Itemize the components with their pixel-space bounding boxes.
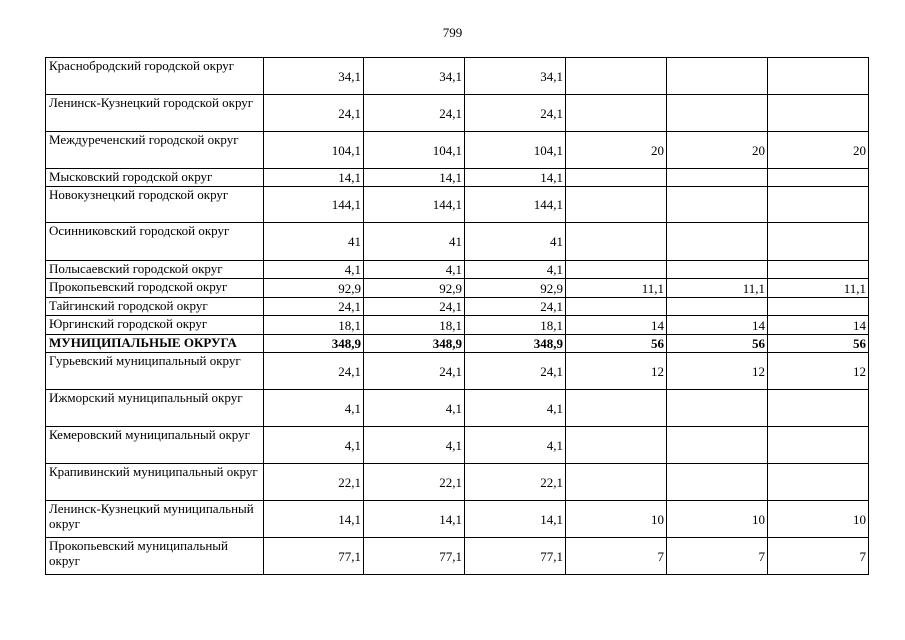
value-cell: 18,1 [364,316,465,335]
value-cell [768,390,869,427]
value-cell: 144,1 [364,187,465,223]
value-cell: 12 [768,353,869,390]
table-row [46,132,869,169]
value-cell: 14 [566,316,667,335]
value-cell: 104,1 [465,132,566,169]
value-cell: 24,1 [364,298,465,316]
value-cell [768,298,869,316]
table-row [46,223,869,261]
row-name-cell: Краснобродский городской округ [46,58,264,95]
table-row [46,501,869,538]
table-row [46,427,869,464]
table-row [46,390,869,427]
table-row [46,261,869,279]
row-name-cell: Юргинский городской округ [46,316,264,335]
value-cell: 14 [768,316,869,335]
value-cell: 7 [768,538,869,575]
row-name-cell: Ижморский муниципальный округ [46,390,264,427]
page-number: 799 [442,25,463,40]
value-cell [667,261,768,279]
value-cell: 24,1 [264,95,364,132]
value-cell: 41 [364,223,465,261]
row-name-cell: Кемеровский муниципальный округ [46,427,264,464]
value-cell [566,261,667,279]
value-cell: 77,1 [264,538,364,575]
value-cell: 11,1 [768,279,869,298]
value-cell: 14,1 [465,501,566,538]
table-row [46,335,869,353]
value-cell [566,223,667,261]
value-cell: 11,1 [667,279,768,298]
value-cell: 7 [667,538,768,575]
value-cell: 4,1 [264,427,364,464]
value-cell: 10 [667,501,768,538]
value-cell: 56 [566,335,667,353]
value-cell [667,390,768,427]
value-cell [566,95,667,132]
row-name-cell: Междуреченский городской округ [46,132,264,169]
value-cell: 24,1 [364,95,465,132]
value-cell: 4,1 [364,390,465,427]
table-body [46,58,869,575]
value-cell [768,427,869,464]
row-name-cell: Мысковский городской округ [46,169,264,187]
value-cell: 348,9 [465,335,566,353]
row-name-cell: Ленинск-Кузнецкий муниципальный округ [46,501,264,538]
value-cell: 77,1 [364,538,465,575]
value-cell: 4,1 [264,390,364,427]
value-cell [566,298,667,316]
value-cell: 4,1 [465,261,566,279]
value-cell: 18,1 [264,316,364,335]
value-cell: 34,1 [364,58,465,95]
value-cell: 22,1 [264,464,364,501]
value-cell: 10 [566,501,667,538]
value-cell: 22,1 [364,464,465,501]
value-cell: 14,1 [364,169,465,187]
value-cell [667,58,768,95]
value-cell [566,427,667,464]
row-name-cell: МУНИЦИПАЛЬНЫЕ ОКРУГА [46,335,264,353]
value-cell: 144,1 [264,187,364,223]
table-row [46,464,869,501]
value-cell [667,464,768,501]
row-name-cell: Тайгинский городской округ [46,298,264,316]
value-cell: 92,9 [364,279,465,298]
row-name-cell: Прокопьевский муниципальный округ [46,538,264,575]
value-cell: 20 [566,132,667,169]
value-cell: 12 [566,353,667,390]
value-cell: 144,1 [465,187,566,223]
row-name-cell: Осинниковский городской округ [46,223,264,261]
value-cell: 4,1 [364,427,465,464]
value-cell: 10 [768,501,869,538]
value-cell: 24,1 [264,298,364,316]
value-cell: 41 [264,223,364,261]
table-row [46,95,869,132]
value-cell: 4,1 [465,427,566,464]
value-cell: 14,1 [264,169,364,187]
value-cell: 11,1 [566,279,667,298]
value-cell [566,169,667,187]
value-cell: 92,9 [465,279,566,298]
value-cell [768,58,869,95]
row-name-cell: Полысаевский городской округ [46,261,264,279]
value-cell [768,223,869,261]
value-cell [768,187,869,223]
table-row [46,58,869,95]
value-cell: 14,1 [264,501,364,538]
value-cell: 24,1 [465,298,566,316]
value-cell: 20 [667,132,768,169]
value-cell: 12 [667,353,768,390]
value-cell [768,261,869,279]
value-cell [667,187,768,223]
value-cell [768,169,869,187]
value-cell: 14 [667,316,768,335]
table-row [46,298,869,316]
value-cell [667,169,768,187]
value-cell: 77,1 [465,538,566,575]
value-cell: 34,1 [264,58,364,95]
value-cell [667,95,768,132]
value-cell: 20 [768,132,869,169]
value-cell: 4,1 [264,261,364,279]
value-cell: 104,1 [364,132,465,169]
value-cell: 41 [465,223,566,261]
value-cell [768,464,869,501]
value-cell: 24,1 [465,353,566,390]
value-cell: 4,1 [364,261,465,279]
row-name-cell: Гурьевский муниципальный округ [46,353,264,390]
value-cell: 4,1 [465,390,566,427]
value-cell: 24,1 [364,353,465,390]
row-name-cell: Крапивинский муниципальный округ [46,464,264,501]
budget-table [45,57,869,575]
value-cell: 56 [768,335,869,353]
table-row [46,538,869,575]
value-cell: 22,1 [465,464,566,501]
value-cell [667,223,768,261]
table-row [46,279,869,298]
row-name-cell: Прокопьевский городской округ [46,279,264,298]
value-cell: 348,9 [364,335,465,353]
value-cell [566,464,667,501]
value-cell: 14,1 [364,501,465,538]
row-name-cell: Ленинск-Кузнецкий городской округ [46,95,264,132]
value-cell: 104,1 [264,132,364,169]
value-cell [768,95,869,132]
value-cell: 24,1 [264,353,364,390]
value-cell: 92,9 [264,279,364,298]
value-cell: 348,9 [264,335,364,353]
table-row [46,187,869,223]
value-cell [667,298,768,316]
value-cell: 56 [667,335,768,353]
table-row [46,316,869,335]
value-cell [566,390,667,427]
value-cell: 34,1 [465,58,566,95]
table-row [46,169,869,187]
value-cell [667,427,768,464]
table-row [46,353,869,390]
row-name-cell: Новокузнецкий городской округ [46,187,264,223]
value-cell: 7 [566,538,667,575]
value-cell: 18,1 [465,316,566,335]
value-cell [566,187,667,223]
value-cell: 14,1 [465,169,566,187]
value-cell [566,58,667,95]
value-cell: 24,1 [465,95,566,132]
